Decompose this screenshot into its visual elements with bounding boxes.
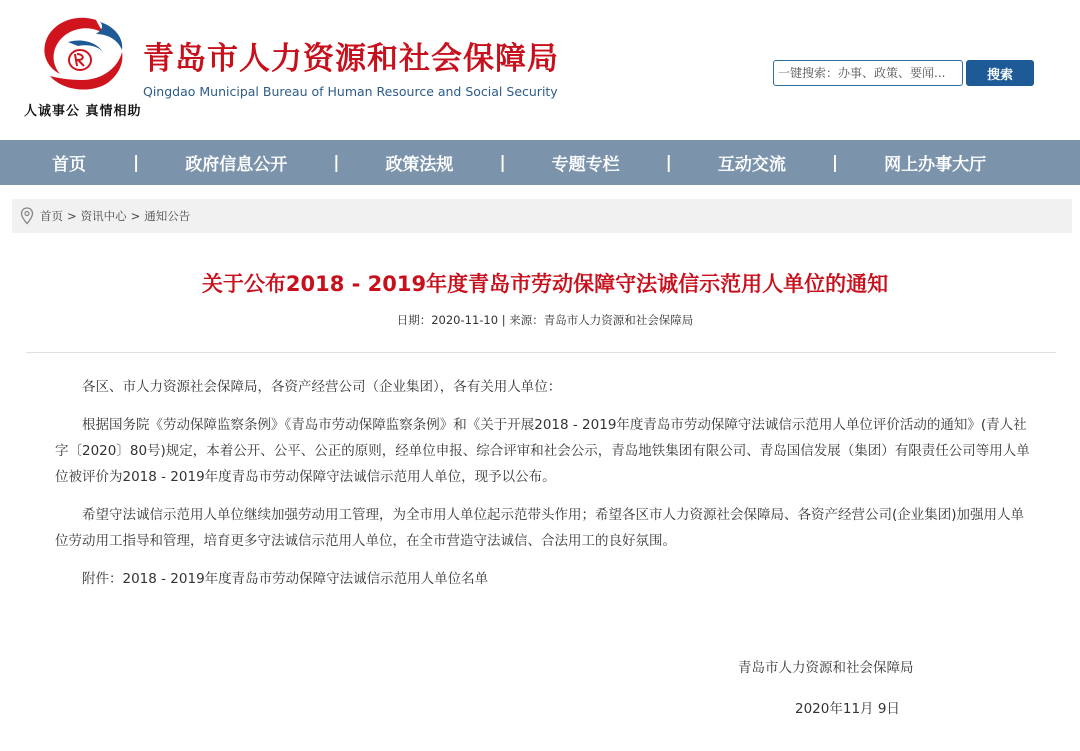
search-box <box>773 60 963 86</box>
nav-item-interaction[interactable]: 互动交流 <box>717 155 786 175</box>
signature-org: 青岛市人力资源和社会保障局 <box>738 660 914 676</box>
search-input[interactable] <box>778 62 958 84</box>
site-subtitle: Qingdao Municipal Bureau of Human Resource and Social Security <box>143 84 558 99</box>
divider <box>26 352 1056 353</box>
bureau-logo-icon[interactable] <box>38 12 130 98</box>
nav-item-topics[interactable]: 专题专栏 <box>551 155 620 175</box>
article-body <box>55 374 1035 604</box>
breadcrumb-home[interactable]: 首页 <box>40 209 63 223</box>
site-title[interactable]: 青岛市人力资源和社会保障局 <box>143 41 559 77</box>
paragraph: 希望守法诚信示范用人单位继续加强劳动用工管理，为全市用人单位起示范带头作用；希望各区市人力资源社会保障局、各资产经营公司(企业集团)加强用人单位劳动用工指导和管理，培育更多守法诚信示范用人单位，在全市营造守法诚信、合法用工的良好氛围。 <box>55 507 1025 549</box>
search-button[interactable]: 搜索 <box>966 60 1034 86</box>
nav-separator: | <box>133 152 140 173</box>
nav-item-gov-info[interactable]: 政府信息公开 <box>185 155 288 175</box>
nav-separator: | <box>831 152 839 173</box>
nav-item-policy[interactable]: 政策法规 <box>385 155 454 175</box>
location-pin-icon <box>20 207 34 225</box>
slogan: 人诚事公 真情相助 <box>24 104 142 119</box>
article-meta: 日期：2020-11-10 | 来源：青岛市人力资源和社会保障局 <box>396 313 694 327</box>
paragraph: 根据国务院《劳动保障监察条例》《青岛市劳动保障监察条例》和《关于开展2018 - 2019年度青岛市劳动保障守法诚信示范用人单位评价活动的通知》(青人社字〔2020〕80号)规定，本着公开、公平、公正的原则，经单位申报、综合评审和社会公示，青岛地铁集团有限公司、青岛国信发展（集团）有限责任公司等用人单位被评价为2018 - 2019年度青岛市劳动保障守法诚信示范用人单位，现予以公布。 <box>55 417 1030 485</box>
paragraph: 各区、市人力资源社会保障局，各资产经营公司（企业集团），各有关用人单位： <box>82 379 562 395</box>
attachment-link[interactable]: 附件：2018 - 2019年度青岛市劳动保障守法诚信示范用人单位名单 <box>82 571 489 587</box>
nav-item-home[interactable]: 首页 <box>52 155 86 175</box>
breadcrumb-notices[interactable]: 通知公告 <box>144 209 191 223</box>
nav-item-online-service[interactable]: 网上办事大厅 <box>884 155 987 175</box>
main-nav <box>0 140 1080 185</box>
nav-separator: | <box>499 152 506 173</box>
nav-separator: | <box>333 152 340 173</box>
site-header <box>0 0 1080 140</box>
breadcrumb-arrow: > <box>130 209 141 223</box>
signature-date: 2020年11月 9日 <box>795 701 900 717</box>
article-title: 关于公布2018 - 2019年度青岛市劳动保障守法诚信示范用人单位的通知 <box>201 272 889 296</box>
nav-separator: | <box>665 152 672 173</box>
breadcrumb-news-center[interactable]: 资讯中心 <box>80 209 127 223</box>
breadcrumb <box>12 199 1072 233</box>
breadcrumb-arrow: > <box>67 209 77 223</box>
